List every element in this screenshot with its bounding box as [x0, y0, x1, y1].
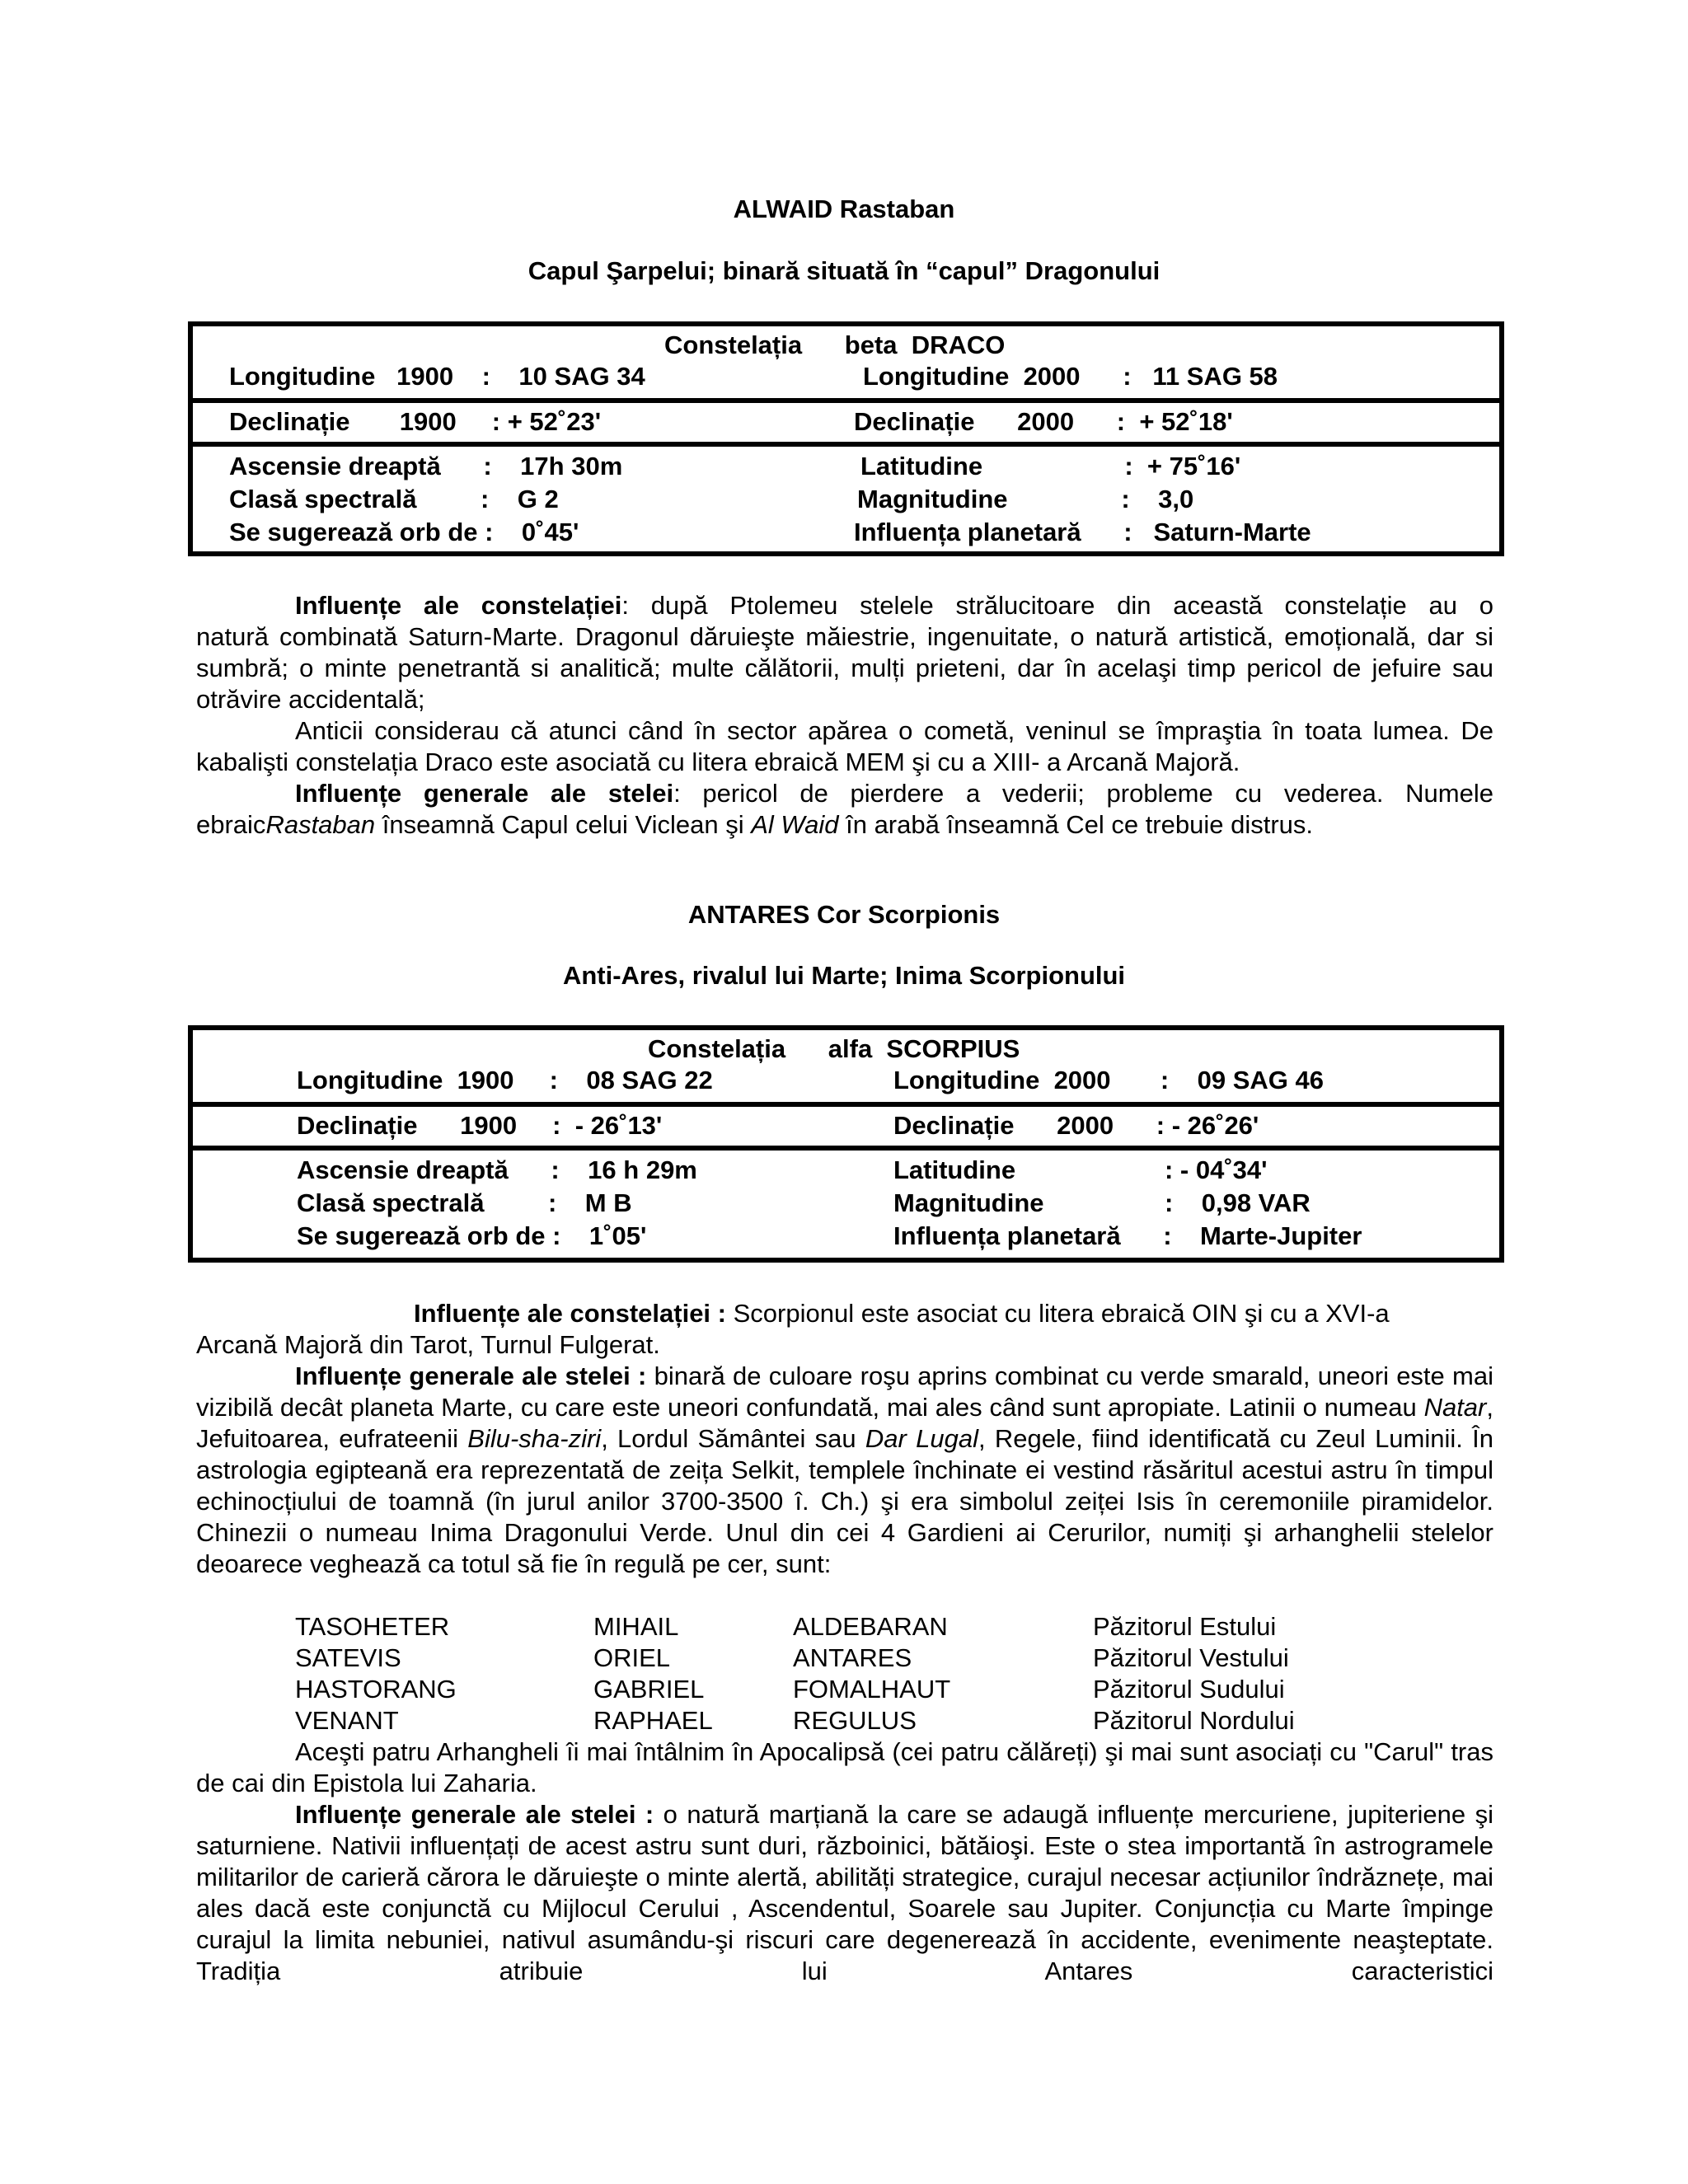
antares-para-3: Aceşti patru Arhangheli îi mai întâlnim în Apocalipsă (cei patru călăreți) şi mai sunt asociați cu "Carul" tras de cai din Epistola lui Zaharia.: [196, 1737, 1493, 1797]
antares-data-table: [188, 1025, 1504, 1263]
antares-orb: Se sugerează orb de : 1˚05ʹ: [297, 1221, 647, 1250]
antares-para-4: Influențe generale ale stelei : o natură marțiană la care se adaugă influențe mercuriene, jupiteriene şi saturniene. Nativii influențați de acest astru sunt duri, războinici, bătăioşi. Este o stea importantă în astrogramele militarilor de carieră cărora le dăruieşte o minte alertă, abilități strategice, curajul necesar acțiunilor îndrăznețe, mai ales dacă este conjunctă cu Mijlocul Cerului , Ascendentul, Soarele sau Jupiter. Conjuncția cu Marte împinge curajul la limita nebuniei, nativul asumându-şi riscuri care degenerează în accidente, evenimente neaşteptate. Tradiția atribuie lui Antares caracteristici: [196, 1800, 1493, 1985]
guardian-row: VENANT RAPHAEL REGULUS Păzitorul Nordului: [295, 1706, 1295, 1735]
alwaid-longitude-2000: Longitudine 2000 : 11 SAG 58: [863, 362, 1278, 391]
alwaid-para-2: Anticii considerau că atunci când în sector apărea o cometă, veninul se împraştia în toata lumea. De kabalişti constelația Draco este asociată cu litera ebraică MEM şi cu a XIII- a Arcană Majoră.: [196, 716, 1493, 776]
antares-spectral-class: Clasă spectrală : M B: [297, 1188, 632, 1217]
alwaid-longitude-1900: Longitudine 1900 : 10 SAG 34: [229, 362, 645, 391]
alwaid-orb: Se sugerează orb de : 0˚45ʹ: [229, 518, 579, 546]
antares-longitude-1900: Longitudine 1900 : 08 SAG 22: [297, 1066, 713, 1094]
alwaid-text: [196, 590, 1493, 841]
antares-latitude: Latitudine : - 04˚34ʹ: [893, 1155, 1268, 1184]
alwaid-constellation: Constelația beta DRACO: [664, 330, 1006, 359]
alwaid-magnitude: Magnitudine : 3,0: [857, 485, 1194, 513]
alwaid-planetary-influence: Influența planetară : Saturn-Marte: [854, 518, 1311, 546]
alwaid-declination-1900: Declinație 1900 : + 52˚23ʹ: [229, 407, 602, 436]
antares-constellation: Constelația alfa SCORPIUS: [648, 1034, 1020, 1063]
antares-declination-2000: Declinație 2000 : - 26˚26ʹ: [893, 1111, 1259, 1140]
antares-declination-1900: Declinație 1900 : - 26˚13ʹ: [297, 1111, 663, 1140]
antares-para-2: Influențe generale ale stelei : binară de culoare roşu aprins combinat cu verde smarald, uneori este mai vizibilă decât planeta Marte, cu care este uneori confundată, mai ales când sunt apropiate. Latinii o numeau Natar, Jefuitoarea, eufrateenii Bilu-sha-ziri, Lordul Sământei sau Dar Lugal, Regele, fiind identificată cu Zeul Luminii. În astrologia egipteană era reprezentată de zeița Selkit, templele închinate ei vestind răsăritul acestui astru în timpul echinocțiului de toamnă (în jurul anilor 3700-3500 î. Ch.) şi era simbolul zeiței Isis în ceremoniile piramidelor. Chinezii o numeau Inima Dragonului Verde. Unul din cei 4 Gardieni ai Cerurilor, numiți şi arhanghelii stelelor deoarece veghează ca totul să fie în regulă pe cer, sunt:: [196, 1361, 1493, 1578]
alwaid-para-1-first-line: Influențe ale constelației: după Ptolemeu stelele strălucitoare din această constelație au o: [295, 591, 1493, 620]
antares-magnitude: Magnitudine : 0,98 VAR: [893, 1188, 1311, 1217]
alwaid-subtitle: Capul Şarpelui; binară situată în “capul” Dragonului: [528, 256, 1160, 285]
alwaid-title: ALWAID Rastaban: [733, 194, 955, 223]
alwaid-declination-2000: Declinație 2000 : + 52˚18ʹ: [854, 407, 1233, 436]
alwaid-data-table: [188, 321, 1504, 556]
antares-text-upper: [196, 1298, 1493, 1580]
antares-para-1: Influențe ale constelației : Scorpionul este asociat cu litera ebraică OIN şi cu a XVI-a: [414, 1299, 1390, 1328]
alwaid-para-1: natură combinată Saturn-Marte. Dragonul dăruieşte măiestrie, ingenuitate, o natură artistică, emoțională, dar si sumbră; o minte penetrantă si analitică; multe călătorii, mulți prieteni, dar în acelaşi timp pericol de jefuire sau otrăvire accidentală;: [196, 622, 1493, 714]
alwaid-right-ascension: Ascensie dreaptă : 17h 30m: [229, 452, 623, 480]
guardian-row: TASOHETER MIHAIL ALDEBARAN Păzitorul Estului: [295, 1612, 1277, 1641]
antares-longitude-2000: Longitudine 2000 : 09 SAG 46: [893, 1066, 1324, 1094]
antares-planetary-influence: Influența planetară : Marte-Jupiter: [893, 1221, 1362, 1250]
alwaid-para-3: Influențe generale ale stelei: pericol de pierdere a vederii; probleme cu vederea. Numele ebraicRastaban înseamnă Capul celui Viclean şi Al Waid în arabă înseamnă Cel ce trebuie distrus.: [196, 779, 1493, 839]
antares-para-1-cont: Arcană Majoră din Tarot, Turnul Fulgerat.: [196, 1330, 660, 1359]
antares-right-ascension: Ascensie dreaptă : 16 h 29m: [297, 1155, 697, 1184]
guardian-row: SATEVIS ORIEL ANTARES Păzitorul Vestului: [295, 1643, 1289, 1672]
antares-text-lower: [196, 1736, 1493, 1987]
antares-title: ANTARES Cor Scorpionis: [687, 900, 1001, 929]
guardian-row: HASTORANG GABRIEL FOMALHAUT Păzitorul Sudului: [295, 1675, 1285, 1704]
alwaid-latitude: Latitudine : + 75˚16ʹ: [860, 452, 1241, 480]
guardians-table: [295, 1611, 1449, 1736]
antares-subtitle: Anti-Ares, rivalul lui Marte; Inima Scorpionului: [562, 961, 1126, 990]
alwaid-spectral-class: Clasă spectrală : G 2: [229, 485, 559, 513]
